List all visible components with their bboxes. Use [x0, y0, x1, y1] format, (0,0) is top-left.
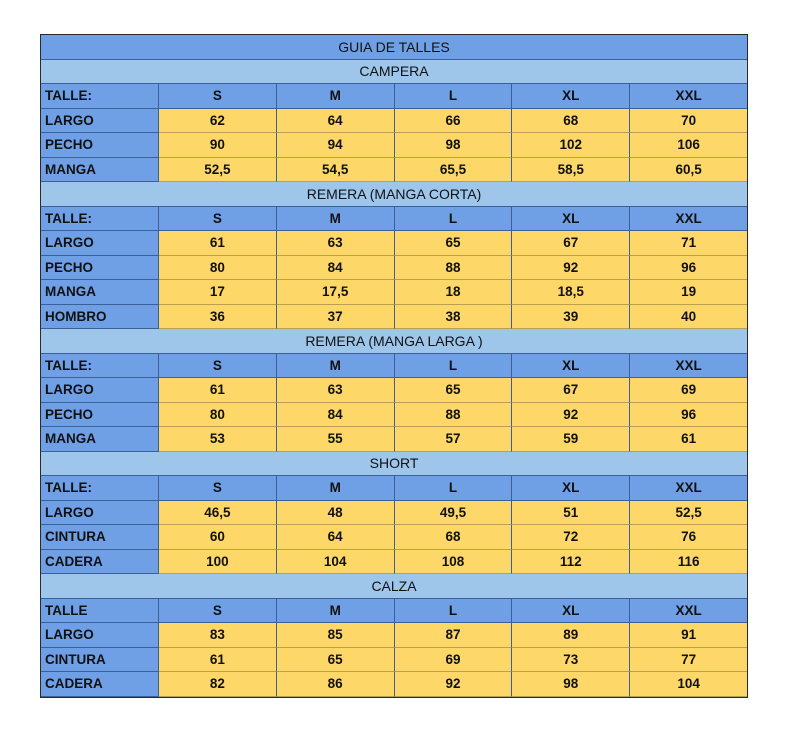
measurement-value: 87 — [395, 623, 513, 648]
measurement-row — [41, 550, 747, 575]
section-title: REMERA (MANGA LARGA ) — [41, 329, 747, 354]
measurement-row — [41, 231, 747, 256]
measurement-label: HOMBRO — [41, 305, 159, 330]
measurement-label: MANGA — [41, 427, 159, 452]
measurement-value: 94 — [277, 133, 395, 158]
measurement-value: 116 — [630, 550, 747, 575]
size-header-cell: XL — [512, 599, 630, 624]
size-header-cell: XL — [512, 476, 630, 501]
measurement-label: LARGO — [41, 109, 159, 134]
measurement-value: 104 — [277, 550, 395, 575]
measurement-value: 90 — [159, 133, 277, 158]
measurement-row — [41, 256, 747, 281]
measurement-value: 49,5 — [395, 501, 513, 526]
measurement-row — [41, 305, 747, 330]
measurement-value: 89 — [512, 623, 630, 648]
measurement-value: 52,5 — [159, 158, 277, 183]
size-header-label: TALLE: — [41, 354, 159, 379]
size-header-cell: L — [395, 354, 513, 379]
measurement-value: 86 — [277, 672, 395, 697]
measurement-row — [41, 623, 747, 648]
measurement-value: 70 — [630, 109, 747, 134]
measurement-value: 61 — [630, 427, 747, 452]
measurement-row — [41, 672, 747, 697]
measurement-label: LARGO — [41, 623, 159, 648]
measurement-value: 63 — [277, 378, 395, 403]
measurement-row — [41, 109, 747, 134]
size-guide-sections — [41, 60, 747, 697]
measurement-row — [41, 378, 747, 403]
size-header-cell: XXL — [630, 354, 747, 379]
section-title: CALZA — [41, 574, 747, 599]
size-header-cell: M — [277, 476, 395, 501]
measurement-value: 61 — [159, 378, 277, 403]
measurement-value: 77 — [630, 648, 747, 673]
measurement-value: 104 — [630, 672, 747, 697]
measurement-value: 65 — [277, 648, 395, 673]
measurement-value: 58,5 — [512, 158, 630, 183]
size-header-cell: S — [159, 354, 277, 379]
measurement-value: 98 — [395, 133, 513, 158]
size-header-cell: XXL — [630, 207, 747, 232]
measurement-value: 55 — [277, 427, 395, 452]
measurement-value: 102 — [512, 133, 630, 158]
measurement-value: 65 — [395, 231, 513, 256]
measurement-value: 96 — [630, 256, 747, 281]
measurement-row — [41, 133, 747, 158]
measurement-value: 18 — [395, 280, 513, 305]
measurement-label: LARGO — [41, 501, 159, 526]
measurement-value: 67 — [512, 231, 630, 256]
size-header-row — [41, 476, 747, 501]
size-header-label: TALLE: — [41, 84, 159, 109]
measurement-value: 71 — [630, 231, 747, 256]
measurement-value: 80 — [159, 403, 277, 428]
measurement-value: 83 — [159, 623, 277, 648]
measurement-label: PECHO — [41, 403, 159, 428]
measurement-value: 82 — [159, 672, 277, 697]
measurement-value: 67 — [512, 378, 630, 403]
size-header-row — [41, 599, 747, 624]
size-header-cell: L — [395, 599, 513, 624]
measurement-value: 64 — [277, 109, 395, 134]
size-header-label: TALLE — [41, 599, 159, 624]
measurement-value: 88 — [395, 256, 513, 281]
size-header-row — [41, 207, 747, 232]
measurement-value: 68 — [512, 109, 630, 134]
size-header-cell: S — [159, 207, 277, 232]
size-header-label: TALLE: — [41, 476, 159, 501]
measurement-value: 65,5 — [395, 158, 513, 183]
section-title: SHORT — [41, 452, 747, 477]
measurement-value: 38 — [395, 305, 513, 330]
measurement-value: 96 — [630, 403, 747, 428]
size-header-row — [41, 354, 747, 379]
measurement-value: 60 — [159, 525, 277, 550]
measurement-value: 100 — [159, 550, 277, 575]
measurement-row — [41, 158, 747, 183]
measurement-label: LARGO — [41, 231, 159, 256]
size-header-cell: XL — [512, 354, 630, 379]
measurement-value: 37 — [277, 305, 395, 330]
measurement-row — [41, 280, 747, 305]
measurement-label: CADERA — [41, 672, 159, 697]
measurement-value: 19 — [630, 280, 747, 305]
size-header-cell: M — [277, 599, 395, 624]
measurement-value: 92 — [512, 403, 630, 428]
size-header-label: TALLE: — [41, 207, 159, 232]
measurement-value: 88 — [395, 403, 513, 428]
measurement-value: 84 — [277, 403, 395, 428]
measurement-value: 91 — [630, 623, 747, 648]
measurement-row — [41, 525, 747, 550]
measurement-value: 92 — [395, 672, 513, 697]
measurement-value: 36 — [159, 305, 277, 330]
measurement-value: 69 — [630, 378, 747, 403]
measurement-value: 48 — [277, 501, 395, 526]
measurement-value: 80 — [159, 256, 277, 281]
measurement-row — [41, 501, 747, 526]
measurement-value: 51 — [512, 501, 630, 526]
section-title: REMERA (MANGA CORTA) — [41, 182, 747, 207]
measurement-value: 17,5 — [277, 280, 395, 305]
measurement-label: CADERA — [41, 550, 159, 575]
size-header-cell: XXL — [630, 84, 747, 109]
size-header-cell: M — [277, 354, 395, 379]
measurement-value: 72 — [512, 525, 630, 550]
measurement-value: 40 — [630, 305, 747, 330]
measurement-value: 39 — [512, 305, 630, 330]
measurement-value: 69 — [395, 648, 513, 673]
measurement-value: 63 — [277, 231, 395, 256]
measurement-value: 53 — [159, 427, 277, 452]
measurement-value: 112 — [512, 550, 630, 575]
size-header-cell: L — [395, 84, 513, 109]
measurement-value: 54,5 — [277, 158, 395, 183]
measurement-value: 84 — [277, 256, 395, 281]
size-header-cell: M — [277, 207, 395, 232]
measurement-value: 92 — [512, 256, 630, 281]
size-header-cell: L — [395, 476, 513, 501]
measurement-value: 106 — [630, 133, 747, 158]
size-header-cell: M — [277, 84, 395, 109]
measurement-label: CINTURA — [41, 648, 159, 673]
measurement-value: 66 — [395, 109, 513, 134]
measurement-row — [41, 648, 747, 673]
measurement-value: 46,5 — [159, 501, 277, 526]
size-header-cell: XXL — [630, 476, 747, 501]
measurement-row — [41, 403, 747, 428]
measurement-value: 68 — [395, 525, 513, 550]
measurement-value: 61 — [159, 648, 277, 673]
measurement-value: 52,5 — [630, 501, 747, 526]
size-guide-table — [40, 34, 748, 698]
size-guide-title: GUIA DE TALLES — [41, 35, 747, 60]
size-header-cell: L — [395, 207, 513, 232]
measurement-value: 76 — [630, 525, 747, 550]
size-header-row — [41, 84, 747, 109]
measurement-label: PECHO — [41, 133, 159, 158]
measurement-value: 61 — [159, 231, 277, 256]
measurement-value: 57 — [395, 427, 513, 452]
measurement-label: PECHO — [41, 256, 159, 281]
size-header-cell: XL — [512, 207, 630, 232]
measurement-value: 62 — [159, 109, 277, 134]
size-header-cell: XXL — [630, 599, 747, 624]
measurement-value: 64 — [277, 525, 395, 550]
measurement-label: MANGA — [41, 158, 159, 183]
size-header-cell: S — [159, 476, 277, 501]
measurement-value: 60,5 — [630, 158, 747, 183]
size-header-cell: S — [159, 599, 277, 624]
measurement-value: 59 — [512, 427, 630, 452]
measurement-value: 73 — [512, 648, 630, 673]
measurement-value: 85 — [277, 623, 395, 648]
size-header-cell: S — [159, 84, 277, 109]
measurement-value: 17 — [159, 280, 277, 305]
measurement-row — [41, 427, 747, 452]
measurement-value: 98 — [512, 672, 630, 697]
section-title: CAMPERA — [41, 60, 747, 85]
measurement-value: 108 — [395, 550, 513, 575]
measurement-value: 18,5 — [512, 280, 630, 305]
measurement-label: MANGA — [41, 280, 159, 305]
measurement-label: CINTURA — [41, 525, 159, 550]
measurement-value: 65 — [395, 378, 513, 403]
measurement-label: LARGO — [41, 378, 159, 403]
size-header-cell: XL — [512, 84, 630, 109]
